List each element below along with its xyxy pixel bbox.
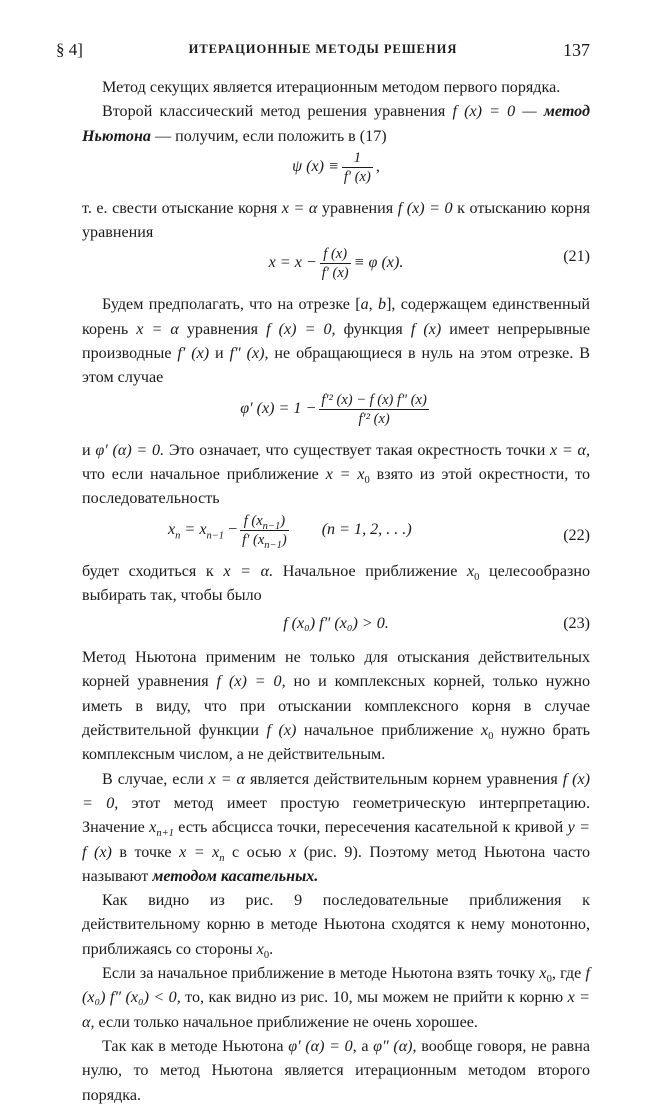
equation-23: f (x₀) f″ (x₀) > 0. (23) xyxy=(82,608,590,646)
page-body xyxy=(82,76,590,1108)
equation-number-21: (21) xyxy=(563,248,590,266)
paragraph-6: будет сходиться к x = α. Начальное приближение $x_0$ целесообразно выбирать так, чтобы было xyxy=(82,562,591,604)
paragraph-2: Второй классический метод решения уравнения f (x) = 0 — метод Ньютона — получим, если положить в (17) xyxy=(82,103,590,145)
running-title: ИТЕРАЦИОННЫЕ МЕТОДЫ РЕШЕНИЯ xyxy=(188,42,458,56)
paragraph-7: Метод Ньютона применим не только для отыскания действительных корней уравнения f (x) = 0, но и комплексных корней, только нужно иметь в виду, что при отыскании комплексного корня в случае действительной функции f (x) начальное приближение $x_0$ нужно брать комплексным числом, а не действительным. xyxy=(82,649,590,764)
paragraph-8: В случае, если x = α является действительным корнем уравнения f (x) = 0, этот метод имеет простую геометрическую интерпретацию. Значение $x_{n+1}$ есть абсцисса точки, пересечения касательной к кривой y = f (x) в точке $x = x_n$ с осью x (рис. 9). Поэтому метод Ньютона часто называют методом касательных. xyxy=(82,770,591,885)
equation-number-23: (23) xyxy=(563,615,590,633)
equation-22: $x_n = x_{n-1}$ − $\frac{f (x_{n-1})}{f' (x_{n-1})}$ (n = 1, 2, . . .) (22) xyxy=(168,512,590,551)
equation-22-condition: (n = 1, 2, . . .) xyxy=(321,520,412,538)
paragraph-5: и φ′ (α) = 0. Это означает, что существует такая окрестность точки x = α, что если начальное приближение $x = x_0$ взято из этой окрестности, то последовательность xyxy=(82,441,591,508)
paragraph-10: Если за начальное приближение в методе Ньютона взять точку $x_0$, где f (x₀) f″ (x₀) < 0, то, как видно из рис. 10, мы можем не прийти к корню x = α, если только начальное приближение не очень хорошее. xyxy=(82,965,591,1031)
paragraph-9: Как видно из рис. 9 последовательные приближения к действительному корню в методе Ньютона сходятся к нему монотонно, приближаясь со стороны $x_0$. xyxy=(82,892,590,961)
page-number: 137 xyxy=(563,40,590,60)
section-mark: § 4] xyxy=(56,40,83,59)
paragraph-1: Метод секущих является итерационным методом первого порядка. xyxy=(102,79,561,96)
paragraph-11: Так как в методе Ньютона φ′ (α) = 0, а φ″ (α), вообще говоря, не равна нулю, то метод Ньютона является итерационным методом второго порядка. xyxy=(82,1037,590,1104)
running-header xyxy=(56,40,590,62)
equation-number-22: (22) xyxy=(563,526,590,544)
equation-phi-derivative: φ′ (x) = 1 − $\frac{\text{f′² (x) − f (x) f″ (x)}}{\text{f′² (x)}}$ xyxy=(240,391,427,427)
equation-psi: ψ (x) ≡ $\frac{1}{f' (x)}$ , xyxy=(292,149,380,185)
term-tangent-method: методом касательных. xyxy=(152,867,319,885)
paragraph-3: т. е. свести отыскание корня x = α уравнения f (x) = 0 к отысканию корня уравнения xyxy=(82,199,590,242)
paragraph-4: Будем предполагать, что на отрезке [a, b], содержащем единственный корень x = α уравнения f (x) = 0, функция f (x) имеет непрерывные производные f′ (x) и f″ (x), не обращающиеся в нуль на этом отрезке. В этом случае xyxy=(82,296,591,387)
term-newton-method: метод Ньютона xyxy=(82,103,590,145)
equation-21: x = x − $\frac{f (x)}{f' (x)}$ ≡ φ (x). (21) xyxy=(268,246,590,282)
